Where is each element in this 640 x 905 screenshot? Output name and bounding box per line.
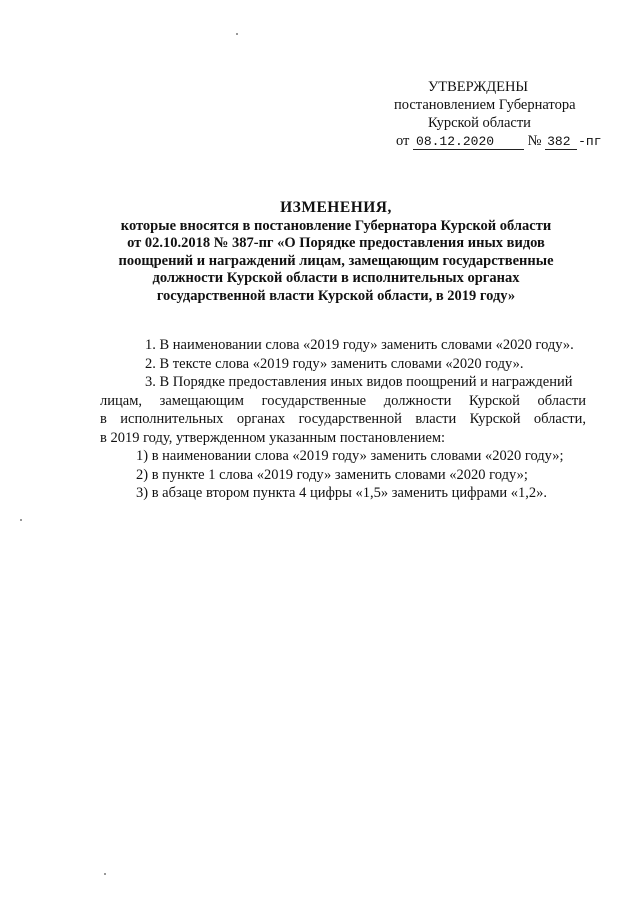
scan-speck bbox=[20, 519, 22, 521]
heading-line: поощрений и награждений лицам, замещающим государственные bbox=[118, 252, 554, 269]
body-subitem-3: 3) в абзаце втором пункта 4 цифры «1,5» заменить цифрами «1,2». bbox=[136, 485, 548, 501]
body-item-2: 2. В тексте слова «2019 году» заменить словами «2020 году». bbox=[145, 355, 524, 372]
body-subitem-1: 1) в наименовании слова «2019 году» заменить словами «2020 году»; bbox=[136, 448, 564, 464]
document-body bbox=[100, 336, 586, 503]
date-prefix: от bbox=[396, 133, 410, 149]
body-item-3-line: лицам, замещающим государственные должности Курской области bbox=[100, 392, 586, 409]
heading-line: государственной власти Курской области, в 2019 году» bbox=[156, 287, 516, 304]
heading-line: должности Курской области в исполнительных органах bbox=[152, 270, 520, 286]
number-sign: № bbox=[527, 133, 542, 149]
body-subitem-2: 2) в пункте 1 слова «2019 году» заменить словами «2020 году»; bbox=[136, 466, 528, 483]
heading-line: которые вносятся в постановление Губернатора Курской области bbox=[120, 217, 552, 234]
body-item-3-line: 3. В Порядке предоставления иных видов поощрений и награждений bbox=[145, 374, 573, 390]
approval-by: постановлением Губернатора bbox=[394, 97, 576, 113]
document-heading bbox=[96, 199, 576, 305]
heading-line: от 02.10.2018 № 387-пг «О Порядке предоставления иных видов bbox=[127, 235, 545, 251]
body-item-1: 1. В наименовании слова «2019 году» заменить словами «2020 году». bbox=[145, 337, 574, 353]
scan-speck bbox=[104, 873, 106, 875]
scan-speck bbox=[236, 33, 238, 35]
approval-title: УТВЕРЖДЕНЫ bbox=[428, 79, 529, 95]
approval-date-line bbox=[372, 132, 622, 151]
approval-region: Курской области bbox=[428, 115, 531, 131]
body-item-3-line: в 2019 году, утвержденном указанным постановлением: bbox=[100, 429, 446, 446]
approval-stamp bbox=[372, 78, 622, 151]
body-item-3-line: в исполнительных органах государственной власти Курской области, bbox=[100, 411, 586, 427]
approval-number: 382 bbox=[545, 135, 577, 150]
heading-main: ИЗМЕНЕНИЯ, bbox=[280, 199, 392, 216]
number-suffix: -пг bbox=[578, 134, 602, 149]
approval-date: 08.12.2020 bbox=[413, 135, 524, 150]
body-item-3 bbox=[100, 373, 586, 447]
